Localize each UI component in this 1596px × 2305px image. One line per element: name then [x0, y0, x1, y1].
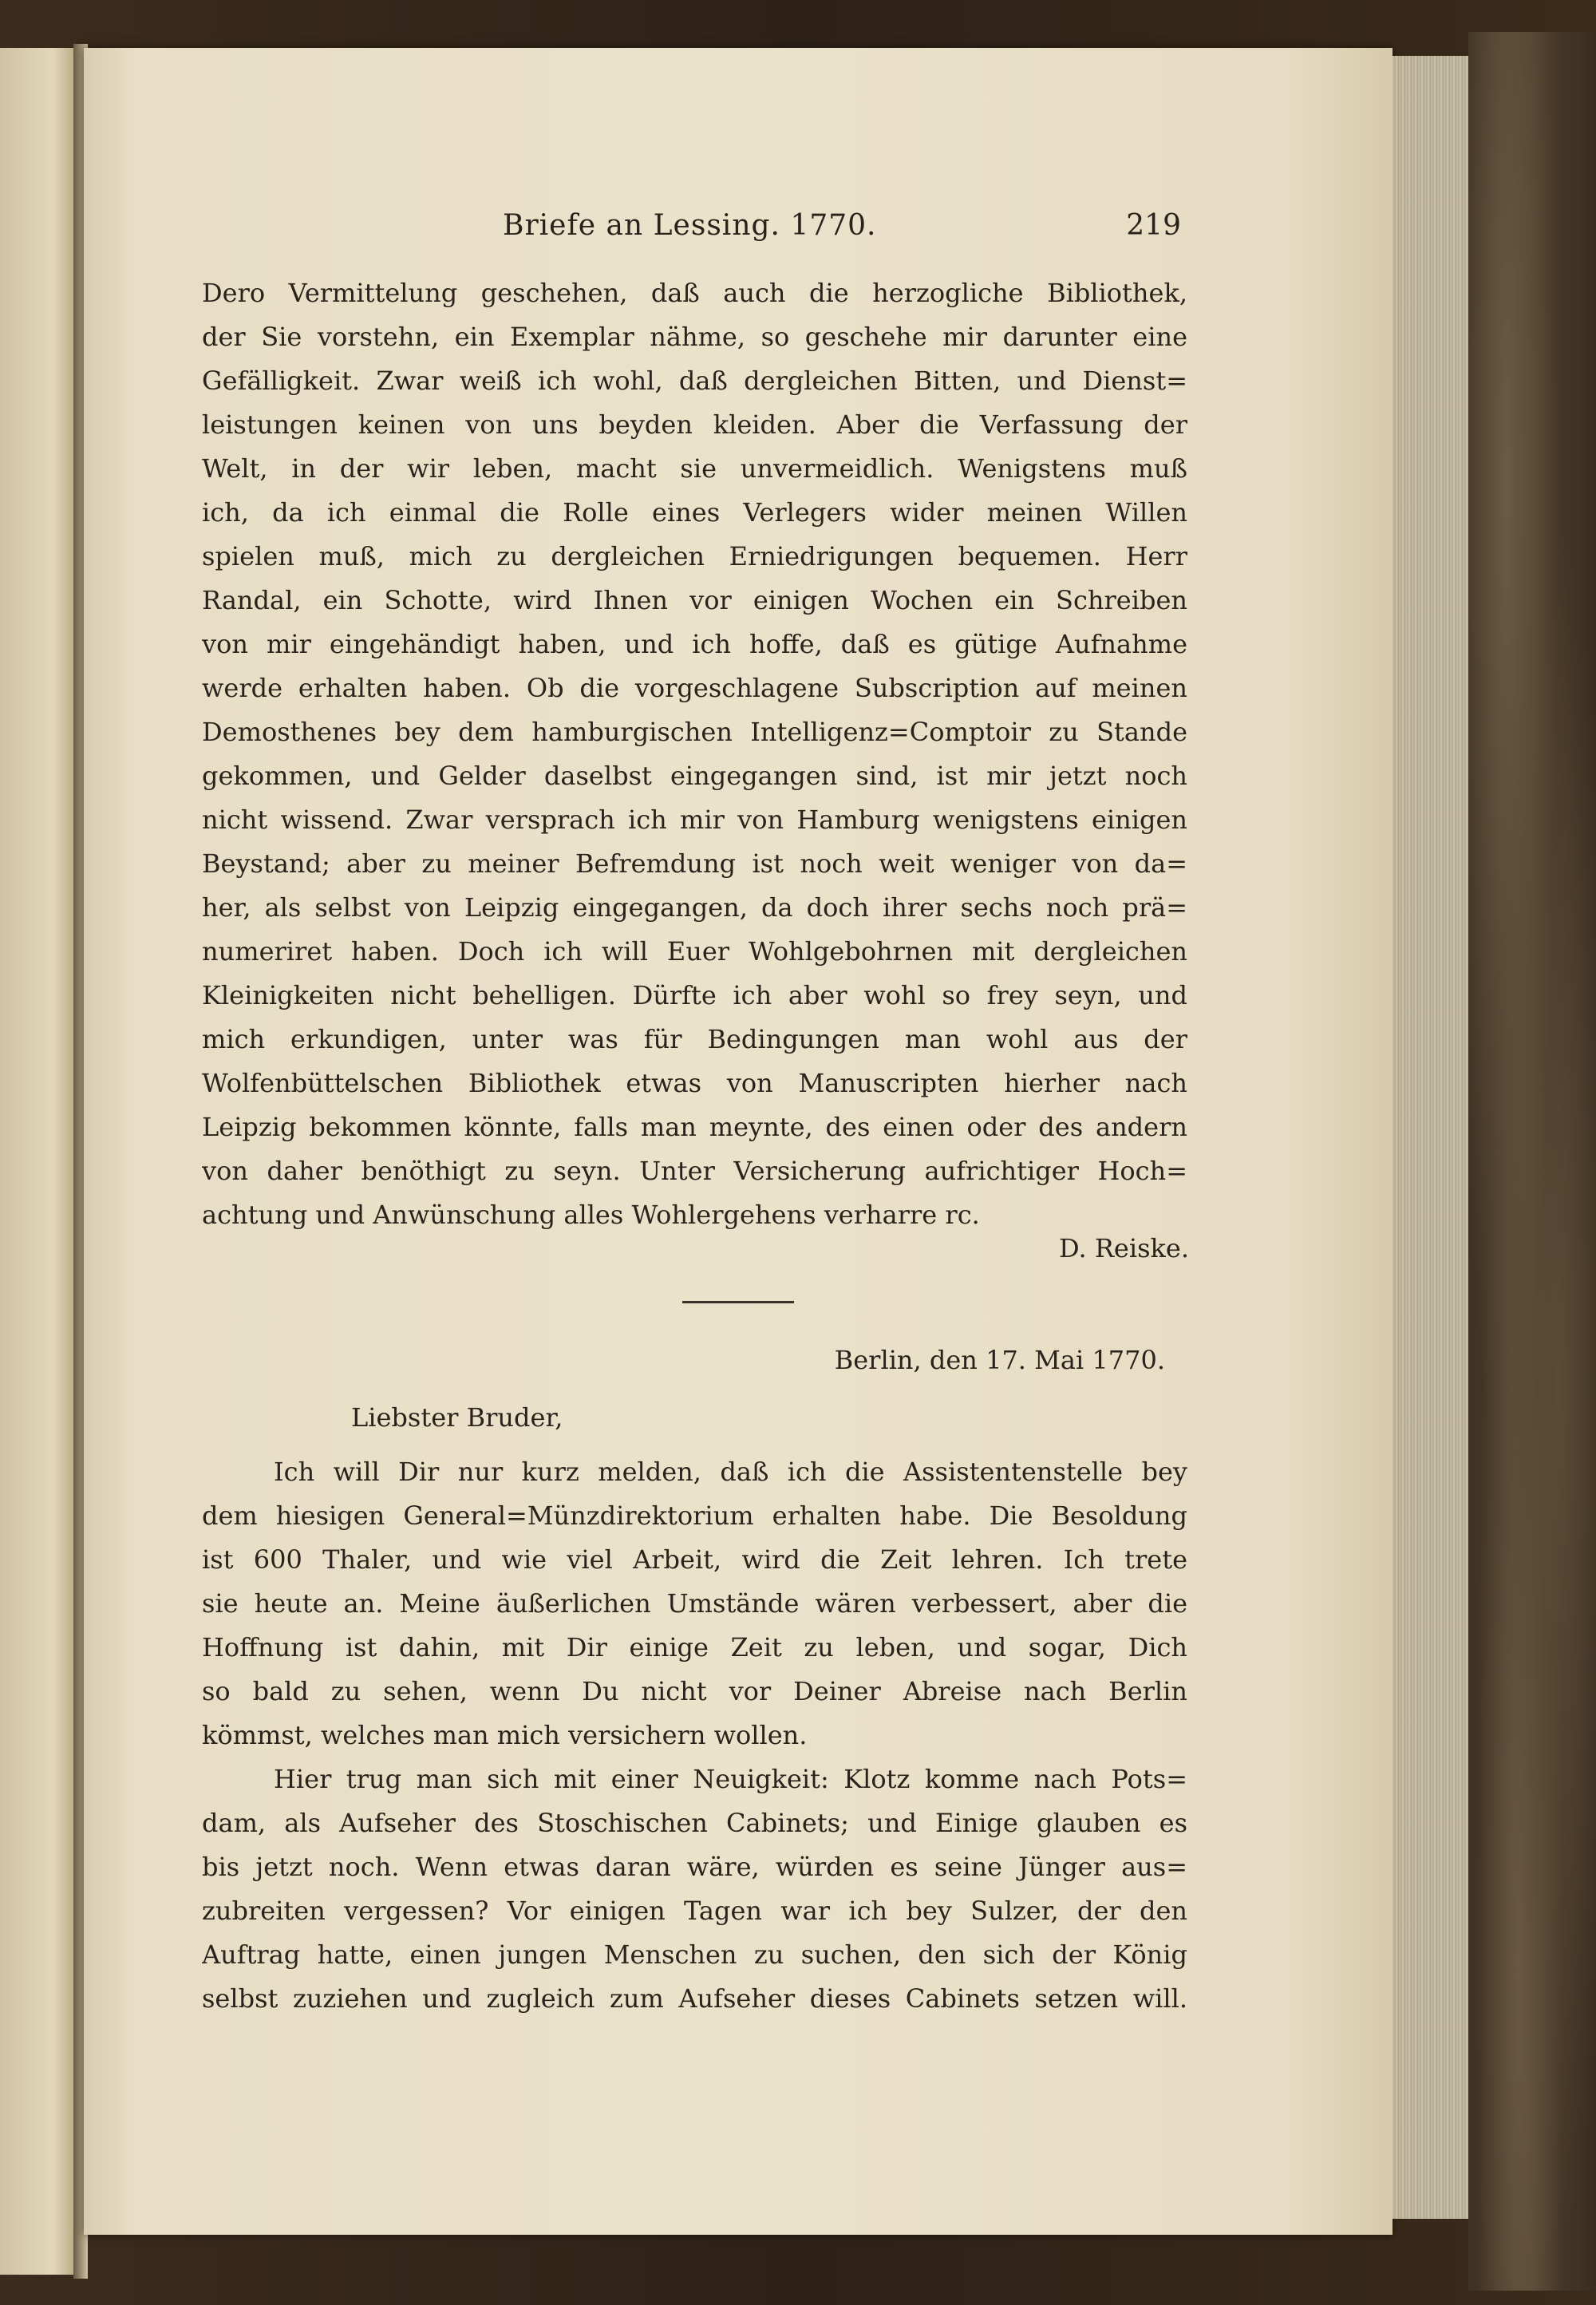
- letter-2-salutation: Liebster Bruder,: [351, 1402, 563, 1433]
- text-line: leistungen keinen von uns beyden kleiden. Aber die Verfassung der: [202, 409, 1187, 440]
- text-line: ich, da ich einmal die Rolle eines Verlegers wider meinen Willen: [202, 497, 1187, 528]
- text-line: Demosthenes bey dem hamburgischen Intelligenz=Comptoir zu Stande: [202, 717, 1187, 747]
- text-line: zubreiten vergessen? Vor einigen Tagen war ich bey Sulzer, der den: [202, 1896, 1187, 1926]
- text-line: Wolfenbüttelschen Bibliothek etwas von Manuscripten hierher nach: [202, 1068, 1187, 1098]
- text-line: Randal, ein Schotte, wird Ihnen vor einigen Wochen ein Schreiben: [202, 585, 1187, 615]
- text-line: gekommen, und Gelder daselbst eingegangen sind, ist mir jetzt noch: [202, 761, 1187, 791]
- text-line: Dero Vermittelung geschehen, daß auch die herzogliche Bibliothek,: [202, 278, 1187, 308]
- text-line: Welt, in der wir leben, macht sie unvermeidlich. Wenigstens muß: [202, 453, 1187, 484]
- text-line: spielen muß, mich zu dergleichen Erniedrigungen bequemen. Herr: [202, 541, 1187, 571]
- text-line: Hier trug man sich mit einer Neuigkeit: Klotz komme nach Pots=: [274, 1764, 1187, 1794]
- text-line: Beystand; aber zu meiner Befremdung ist noch weit weniger von da=: [202, 848, 1187, 879]
- text-line: Auftrag hatte, einen jungen Menschen zu suchen, den sich der König: [202, 1939, 1187, 1970]
- text-line: kömmst, welches man mich versichern wollen.: [202, 1720, 808, 1750]
- text-line: achtung und Anwünschung alles Wohlergehens verharre rc.: [202, 1200, 980, 1230]
- text-line: bis jetzt noch. Wenn etwas daran wäre, würden es seine Jünger aus=: [202, 1852, 1187, 1882]
- section-divider: [682, 1301, 794, 1303]
- page-block-edge: [1393, 56, 1468, 2219]
- text-line: her, als selbst von Leipzig eingegangen, da doch ihrer sechs noch prä=: [202, 892, 1187, 923]
- text-line: numeriret haben. Doch ich will Euer Wohlgebohrnen mit dergleichen: [202, 936, 1187, 967]
- signature: D. Reiske.: [1058, 1233, 1189, 1263]
- text-line: Hoffnung ist dahin, mit Dir einige Zeit zu leben, und sogar, Dich: [202, 1632, 1187, 1663]
- text-line: von daher benöthigt zu seyn. Unter Versicherung aufrichtiger Hoch=: [202, 1156, 1187, 1186]
- text-line: werde erhalten haben. Ob die vorgeschlagene Subscription auf meinen: [202, 673, 1187, 703]
- text-line: Kleinigkeiten nicht behelligen. Dürfte ich aber wohl so frey seyn, und: [202, 980, 1187, 1010]
- text-line: von mir eingehändigt haben, und ich hoffe, daß es gütige Aufnahme: [202, 629, 1187, 659]
- marbled-cover: [1468, 32, 1596, 2291]
- text-line: selbst zuziehen und zugleich zum Aufseher dieses Cabinets setzen will.: [202, 1983, 1187, 2014]
- letter-1-body: [202, 271, 1187, 1237]
- text-line: dem hiesigen General=Münzdirektorium erhalten habe. Die Besoldung: [202, 1500, 1187, 1531]
- text-line: sie heute an. Meine äußerlichen Umstände wären verbessert, aber die: [202, 1588, 1187, 1619]
- text-line: dam, als Aufseher des Stoschischen Cabinets; und Einige glauben es: [202, 1808, 1187, 1838]
- text-line: nicht wissend. Zwar versprach ich mir von Hamburg wenigstens einigen: [202, 805, 1187, 835]
- text-line: ist 600 Thaler, und wie viel Arbeit, wird die Zeit lehren. Ich trete: [202, 1544, 1187, 1575]
- text-line: Ich will Dir nur kurz melden, daß ich die Assistentenstelle bey: [274, 1457, 1187, 1487]
- letter-2-body: [202, 1450, 1187, 2021]
- text-line: Leipzig bekommen könnte, falls man meynte, des einen oder des andern: [202, 1112, 1187, 1142]
- page-number: 219: [1126, 209, 1181, 242]
- running-header: [503, 209, 1181, 257]
- facing-page-edge: [0, 48, 76, 2275]
- text-line: mich erkundigen, unter was für Bedingungen man wohl aus der: [202, 1024, 1187, 1054]
- running-title: Briefe an Lessing. 1770.: [503, 209, 877, 242]
- letter-2-dateline: Berlin, den 17. Mai 1770.: [834, 1345, 1165, 1375]
- text-line: der Sie vorstehn, ein Exemplar nähme, so geschehe mir darunter eine: [202, 322, 1187, 352]
- text-line: Gefälligkeit. Zwar weiß ich wohl, daß dergleichen Bitten, und Dienst=: [202, 366, 1187, 396]
- text-line: so bald zu sehen, wenn Du nicht vor Deiner Abreise nach Berlin: [202, 1676, 1187, 1706]
